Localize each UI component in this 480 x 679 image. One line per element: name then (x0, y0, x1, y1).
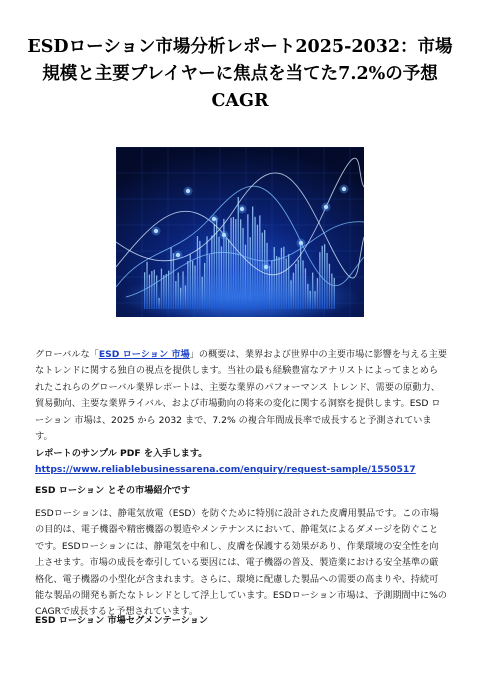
section-heading-segmentation: ESD ローション 市場セグメンテーション (35, 615, 209, 626)
chart-bar (170, 247, 171, 309)
chart-bar (242, 228, 243, 309)
chart-bar (149, 275, 150, 309)
chart-bar (235, 219, 236, 309)
sample-request (35, 446, 447, 479)
chart-bar (257, 225, 258, 309)
chart-bar (173, 253, 174, 309)
chart-bar (204, 263, 205, 309)
chart-bar (178, 273, 179, 309)
chart-bar (312, 273, 313, 309)
chart-node-glow (238, 205, 247, 214)
financial-chart-image (116, 147, 364, 317)
chart-bar (317, 278, 318, 309)
chart-bar (158, 298, 159, 309)
chart-bar (274, 247, 275, 309)
chart-bar (180, 288, 181, 309)
chart-node-glow (184, 187, 193, 196)
chart-bar (278, 257, 279, 309)
chart-bar (290, 280, 291, 309)
chart-node-glow (220, 231, 229, 240)
chart-bar (271, 261, 272, 309)
chart-bar (314, 291, 315, 309)
section-heading-intro: ESD ローション とその市場紹介です (35, 485, 191, 496)
chart-bar (144, 272, 145, 309)
chart-bar (221, 246, 222, 309)
chart-bar (334, 278, 335, 309)
chart-bar (228, 239, 229, 309)
chart-bar (310, 291, 311, 309)
chart-bar (266, 243, 267, 309)
chart-bar (293, 273, 294, 309)
chart-bar (146, 262, 147, 309)
market-link[interactable]: ESD ローション 市場 (98, 349, 190, 360)
chart-bar (298, 260, 299, 309)
chart-bar (161, 269, 162, 309)
chart-bar (281, 248, 282, 309)
chart-bar (202, 277, 203, 309)
chart-bar (254, 217, 255, 309)
chart-bar (211, 236, 212, 309)
chart-bar (233, 217, 234, 309)
chart-bar (252, 207, 253, 309)
chart-bar (250, 237, 251, 309)
chart-bar (154, 270, 155, 309)
chart-bar (324, 244, 325, 309)
chart-bar (331, 274, 332, 309)
chart-bar (187, 261, 188, 309)
chart-bar (163, 275, 164, 309)
intro-text-after: 」の概要は、業界および世界中の主要市場に影響を与える主要なトレンドに関する独自の視点を提供します。当社の最も経験豊富なアナリストによってまとめられたこれらのグローバル業界レポートは、主要な業界のパフォーマンス トレンド、需要の原動力、貿易動向、主要な業界ライバル、および市場動向の将来の変化に関する洞察を提供します。ESD ローション 市場は、2025 から 2032 まで、7.2% の複合年間成長率で成長すると予測されています。 (35, 349, 447, 443)
chart-bar (166, 274, 167, 309)
chart-bar (295, 264, 296, 309)
sample-label: レポートのサンプル PDF を入手します。 (35, 448, 208, 459)
chart-bar (307, 284, 308, 309)
chart-bar (319, 252, 320, 309)
chart-bar (262, 233, 263, 309)
chart-node-glow (297, 239, 306, 248)
chart-bar (175, 281, 176, 309)
chart-node-glow (152, 227, 161, 236)
chart-bar (218, 237, 219, 309)
chart-bar (329, 264, 330, 309)
chart-bar (197, 236, 198, 309)
chart-bar (206, 236, 207, 309)
chart-bar (151, 271, 152, 309)
chart-bar (199, 241, 200, 309)
chart-bar (209, 255, 210, 309)
chart-bar (226, 238, 227, 309)
chart-bar (182, 271, 183, 309)
chart-bar (276, 256, 277, 309)
chart-bar (168, 271, 169, 309)
chart-bar (214, 224, 215, 309)
chart-bar (300, 242, 301, 309)
chart-node-glow (262, 263, 271, 272)
chart-bar (238, 197, 239, 309)
chart-bar (288, 254, 289, 309)
chart-bar (245, 245, 246, 309)
chart-bar (192, 261, 193, 309)
sample-link[interactable]: https://www.reliablebusinessarena.com/enquiry/request-sample/1550517 (35, 464, 416, 476)
page-title: ESDローション市場分析レポート2025-2032：市場規模と主要プレイヤーに焦点を当てた7.2%の予想CAGR (27, 37, 453, 111)
chart-bar (230, 218, 231, 309)
chart-bar (156, 276, 157, 309)
chart-node-glow (174, 251, 183, 260)
chart-bar (269, 266, 270, 309)
chart-bar (240, 219, 241, 309)
intro-paragraph (35, 347, 447, 445)
intro-text-before: グローバルな「 (35, 349, 99, 360)
chart-bar (283, 247, 284, 309)
chart-node-glow (340, 185, 349, 194)
section-body-intro: ESDローションは、静電気放電（ESD）を防ぐために特別に設計された皮膚用製品です。この市場の目的は、電子機器や精密機器の製造やメンテナンスにおいて、静電気によるダメージを防ぐことです。ESDローションには、静電気を中和し、皮膚を保護する効果があり、作業環境の安全性を向上させます。市場の成長を牽引している要因には、電子機器の普及、製造業における安全基準の厳格化、電子機器の小型化が含まれます。さらに、環境に配慮した製品への需要の高まりや、持続可能な製品の開発も新たなトレンドとして浮上しています。ESDローション市場は、予測期間中に%のCAGRで成長すると予想されています。 (35, 508, 447, 618)
chart-bar (305, 268, 306, 309)
chart-node-glow (210, 215, 219, 224)
chart-node-glow (322, 203, 331, 212)
chart-bar (185, 285, 186, 309)
chart-bar (190, 255, 191, 309)
chart-bar (259, 215, 260, 309)
chart-bar (194, 266, 195, 309)
chart-bar (302, 260, 303, 309)
chart-bar (286, 258, 287, 309)
chart-bar (326, 253, 327, 309)
